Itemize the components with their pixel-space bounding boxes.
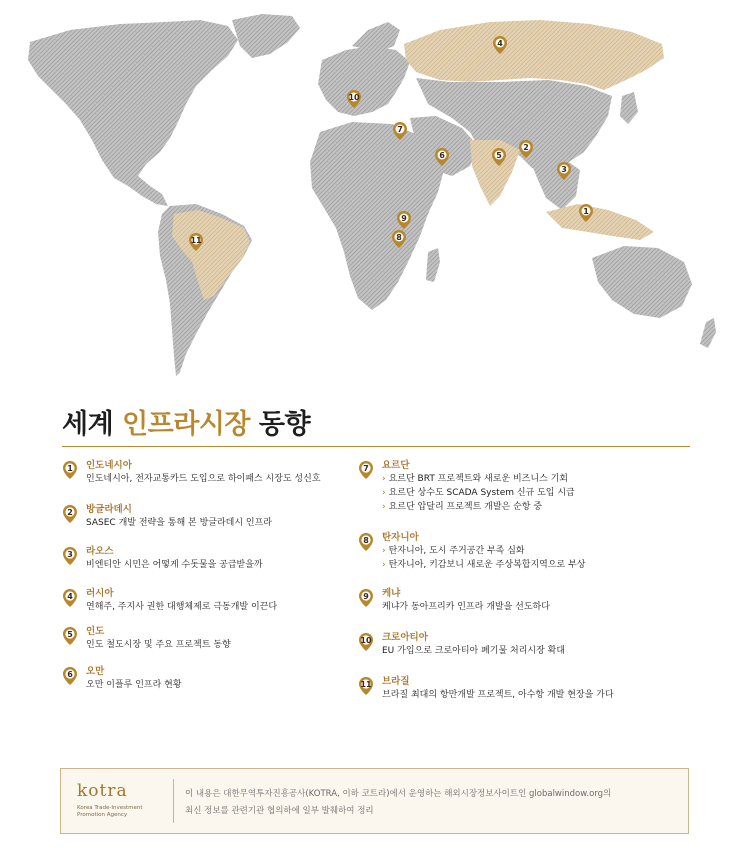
list-item-bangladesh[interactable] (62, 504, 352, 546)
item-number: 11 (360, 679, 372, 689)
list-item-indonesia[interactable] (62, 460, 352, 504)
list-item-india[interactable] (62, 626, 352, 666)
item-line: SASEC 개발 전략을 통해 본 방글라데시 인프라 (86, 518, 272, 528)
item-title: 인도 (86, 626, 105, 637)
item-line: EU 가입으로 크로아티아 폐기물 처리시장 확대 (382, 646, 566, 656)
map-pin-4-label: 4 (497, 39, 503, 48)
europe-shape (318, 46, 410, 116)
item-line: 비엔티안 시민은 어떻게 수돗물을 공급받을까 (86, 560, 263, 570)
item-line: 연해주, 주지사 권한 대행체제로 극동개발 이끈다 (86, 602, 278, 612)
map-pin-1-label: 1 (583, 207, 589, 216)
map-pin-3-label: 3 (561, 165, 567, 174)
kotra-logo: kotra (77, 781, 128, 801)
map-pin-icon (62, 626, 78, 646)
item-title: 라오스 (86, 546, 114, 557)
source-note-line-2: 최신 정보를 관련기관 협의하에 일부 발췌하여 정리 (185, 806, 374, 816)
item-line: › 탄자니아, 도시 주거공간 부족 심화 (382, 544, 698, 558)
item-title: 인도네시아 (86, 460, 132, 471)
item-title: 요르단 (382, 460, 410, 471)
new-zealand-shape (700, 318, 716, 348)
item-title: 크로아티아 (382, 632, 428, 643)
item-number: 1 (67, 463, 73, 473)
list-item-brazil[interactable] (358, 676, 698, 716)
map-pin-9-label: 9 (401, 214, 407, 223)
title-suffix: 동향 (258, 409, 311, 440)
title-accent: 인프라시장 (122, 409, 250, 440)
item-title: 탄자니아 (382, 532, 419, 543)
world-map (0, 0, 753, 392)
list-item-kenya[interactable] (358, 588, 698, 632)
greenland-shape (232, 14, 300, 58)
source-note-line-1: 이 내용은 대한무역투자진흥공사(KOTRA, 이하 코트라)에서 운영하는 해외시장정보사이트인 globalwindow.org의 (185, 789, 612, 799)
map-pin-icon (62, 460, 78, 480)
map-pin-6-label: 6 (439, 151, 445, 160)
item-line: 오만 이플루 인프라 현황 (86, 680, 182, 690)
map-pin-icon (62, 546, 78, 566)
map-pin-icon (358, 632, 374, 652)
list-item-croatia[interactable] (358, 632, 698, 676)
item-line: › 요르단 압달리 프로젝트 개발은 순항 중 (382, 500, 698, 514)
title-prefix: 세계 (62, 409, 114, 440)
item-line: 브라질 최대의 항만개발 프로젝트, 아수항 개발 현장을 가다 (382, 690, 614, 700)
item-number: 6 (67, 669, 73, 679)
list-item-russia[interactable] (62, 588, 352, 626)
map-pin-icon (62, 666, 78, 686)
item-line: 인도네시아, 전자교통카드 도입으로 하이패스 시장도 성신호 (86, 474, 321, 484)
item-title: 브라질 (382, 676, 410, 687)
map-pin-7-label: 7 (397, 125, 403, 134)
map-pin-icon (62, 588, 78, 608)
japan-shape (620, 92, 638, 124)
russia-highlight-shape (404, 20, 664, 90)
north-america-shape (28, 20, 238, 206)
item-number: 5 (67, 629, 73, 639)
source-footer (60, 768, 689, 834)
item-line: 케냐가 동아프리카 인프라 개발을 선도하다 (382, 602, 550, 612)
madagascar-shape (426, 248, 440, 282)
item-line: › 요르단 BRT 프로젝트와 새로운 비즈니스 기회 (382, 472, 698, 486)
page-title (62, 402, 310, 442)
list-item-laos[interactable] (62, 546, 352, 588)
map-pin-10-label: 10 (348, 93, 360, 102)
southeast-asia-shape (530, 156, 580, 210)
map-pin-5-label: 5 (496, 151, 502, 160)
item-line: › 요르단 상수도 SCADA System 신규 도입 시급 (382, 486, 698, 500)
map-pin-icon (358, 532, 374, 552)
item-title: 러시아 (86, 588, 114, 599)
right-column (358, 460, 698, 716)
australia-shape (592, 246, 692, 318)
title-divider (62, 446, 690, 447)
source-note (185, 786, 675, 820)
map-pin-icon (62, 504, 78, 524)
item-number: 3 (67, 549, 73, 559)
item-number: 9 (363, 591, 369, 601)
item-number: 4 (67, 591, 73, 601)
indonesia-highlight-shape (546, 204, 654, 240)
list-item-tanzania[interactable] (358, 532, 698, 588)
item-line: › 탄자니아, 키감보니 새로운 주상복합지역으로 부상 (382, 558, 698, 572)
map-pin-icon (358, 460, 374, 480)
left-column (62, 460, 352, 706)
item-line: 인도 철도시장 및 주요 프로젝트 동향 (86, 640, 231, 650)
list-item-oman[interactable] (62, 666, 352, 706)
scandinavia-shape (352, 22, 400, 52)
map-pin-8-label: 8 (396, 233, 402, 242)
world-map-svg (0, 0, 753, 392)
item-number: 7 (363, 463, 369, 473)
map-pin-icon (358, 676, 374, 696)
item-title: 오만 (86, 666, 105, 677)
kotra-logo-subtitle-1: Korea Trade-Investment (77, 805, 143, 811)
footer-divider (173, 779, 174, 823)
map-pin-11-label: 11 (190, 236, 202, 245)
item-number: 10 (360, 635, 372, 645)
map-pin-2-label: 2 (523, 143, 529, 152)
item-title: 방글라데시 (86, 504, 132, 515)
kotra-logo-subtitle-2: Promotion Agency (77, 812, 128, 818)
list-item-jordan[interactable] (358, 460, 698, 532)
item-title: 케냐 (382, 588, 401, 599)
item-number: 8 (363, 535, 369, 545)
item-number: 2 (67, 507, 73, 517)
map-pin-icon (358, 588, 374, 608)
